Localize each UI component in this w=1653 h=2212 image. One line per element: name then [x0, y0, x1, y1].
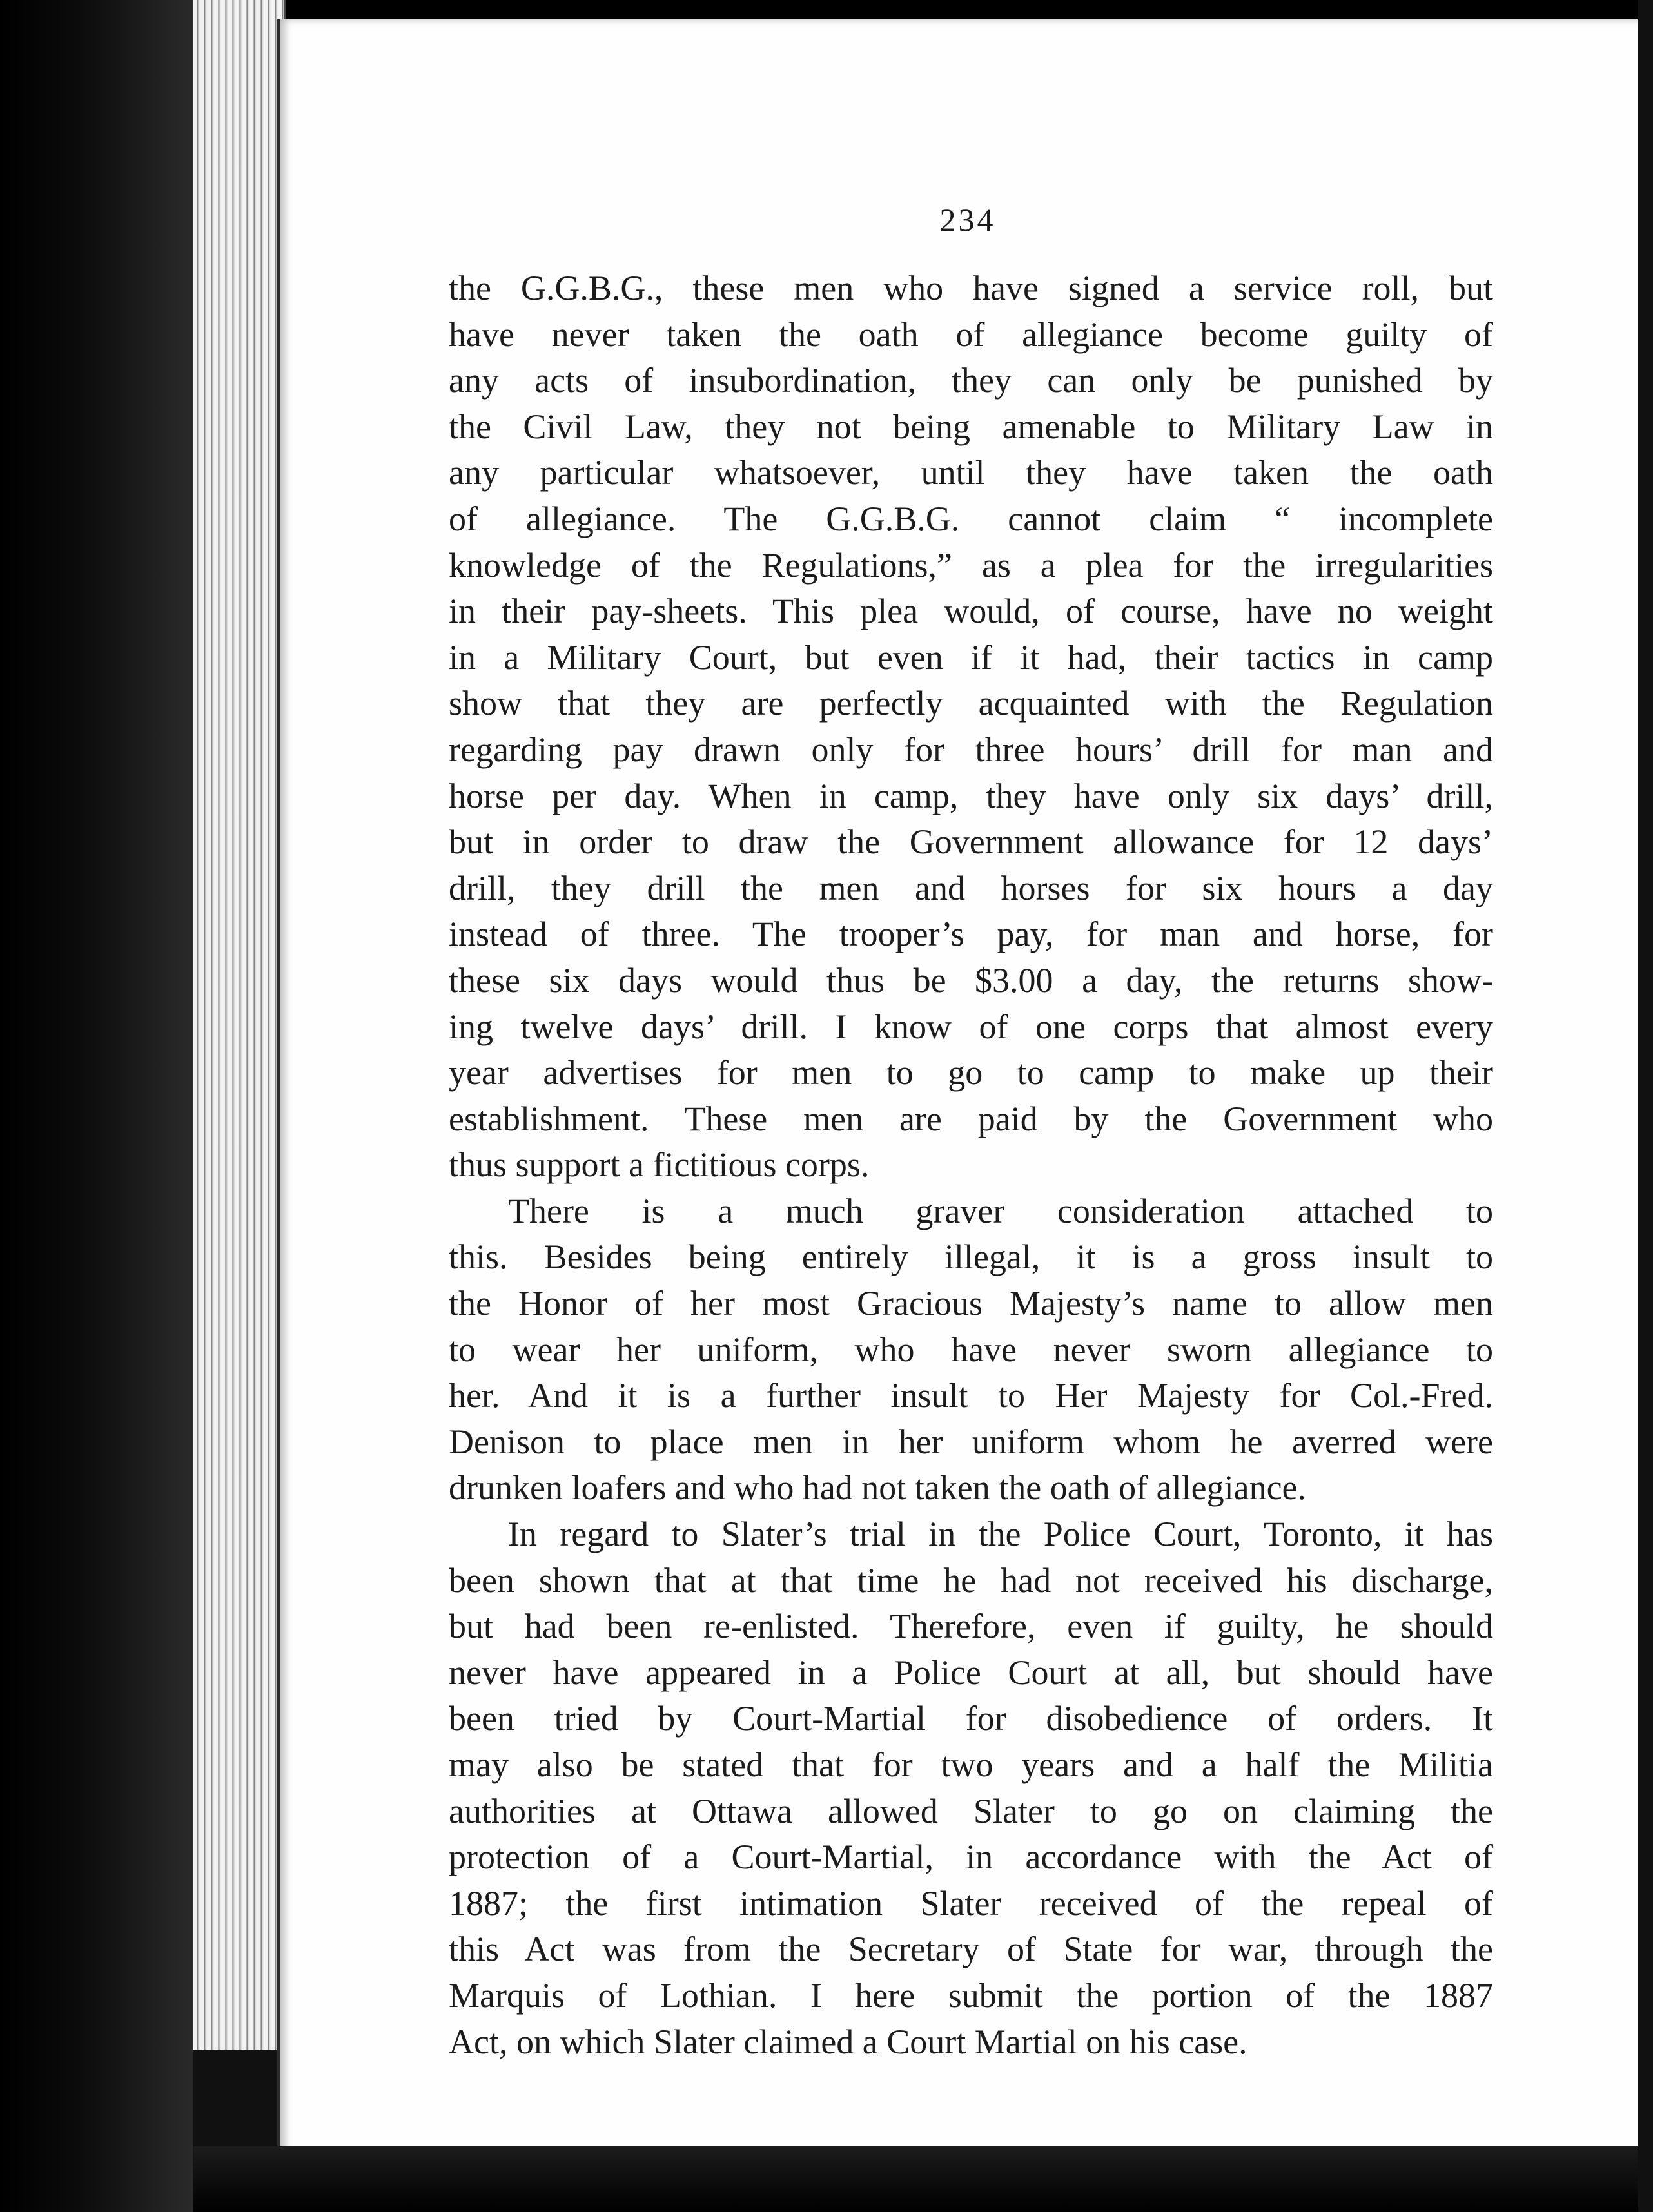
text-line: any acts of insubordination, they can only be punished by	[449, 361, 1493, 400]
paragraph	[449, 1188, 1493, 1511]
page-bottom-shadow	[193, 2146, 1653, 2212]
text-line: In regard to Slater’s trial in the Police Court, Toronto, it has	[508, 1515, 1493, 1554]
text-line: There is a much graver consideration attached to	[508, 1191, 1493, 1230]
text-line: the Honor of her most Gracious Majesty’s name to allow men	[449, 1284, 1493, 1323]
text-line: horse per day. When in camp, they have only six days’ drill,	[449, 776, 1493, 815]
text-line: Denison to place men in her uniform whom he averred were	[449, 1422, 1493, 1461]
text-line: protection of a Court-Martial, in accordance with the Act of	[449, 1838, 1493, 1877]
text-line: this. Besides being entirely illegal, it is a gross insult to	[449, 1237, 1493, 1277]
book-spine	[0, 0, 193, 2212]
text-line: the Civil Law, they not being amenable to Military Law in	[449, 407, 1493, 446]
text-line: any particular whatsoever, until they have taken the oath	[449, 453, 1493, 492]
body-text	[449, 266, 1493, 2065]
text-line: to wear her uniform, who have never sworn allegiance to	[449, 1330, 1493, 1369]
text-line: authorities at Ottawa allowed Slater to go on claiming the	[449, 1791, 1493, 1830]
text-line: 1887; the first intimation Slater received of the repeal of	[449, 1883, 1493, 1923]
text-line: ing twelve days’ drill. I know of one corps that almost every	[449, 1007, 1493, 1046]
text-line: have never taken the oath of allegiance become guilty of	[449, 315, 1493, 354]
paragraph	[449, 266, 1493, 1188]
text-line: of allegiance. The G.G.B.G. cannot claim “ incomplete	[449, 499, 1493, 538]
text-line: thus support a fictitious corps.	[449, 1145, 870, 1185]
text-line: never have appeared in a Police Court at all, but should have	[449, 1653, 1493, 1692]
text-line: show that they are perfectly acquainted with the Regulation	[449, 684, 1493, 723]
text-line: knowledge of the Regulations,” as a plea for the irregularities	[449, 545, 1493, 585]
text-line: regarding pay drawn only for three hours’ drill for man and	[449, 730, 1493, 769]
text-line: Marquis of Lothian. I here submit the portion of the 1887	[449, 1975, 1493, 2015]
text-line: drill, they drill the men and horses for six hours a day	[449, 868, 1493, 907]
page-number: 234	[939, 202, 996, 238]
paragraph	[449, 1511, 1493, 2065]
text-line: may also be stated that for two years and a half the Militia	[449, 1745, 1493, 1784]
text-line: drunken loafers and who had not taken the oath of allegiance.	[449, 1468, 1307, 1508]
text-line: these six days would thus be $3.00 a day, the returns show-	[449, 960, 1493, 1000]
text-line: establishment. These men are paid by the Government who	[449, 1099, 1493, 1138]
page-edges	[193, 0, 286, 2212]
text-line: year advertises for men to go to camp to make up their	[449, 1053, 1493, 1092]
text-line: but had been re-enlisted. Therefore, even if guilty, he should	[449, 1607, 1493, 1646]
text-line: the G.G.B.G., these men who have signed a service roll, but	[449, 269, 1493, 307]
text-line: instead of three. The trooper’s pay, for man and horse, for	[449, 915, 1493, 954]
text-line: been tried by Court-Martial for disobedience of orders. It	[449, 1699, 1493, 1738]
text-line: in a Military Court, but even if it had, their tactics in camp	[449, 637, 1493, 677]
right-edge	[1638, 0, 1653, 2212]
text-line: been shown that at that time he had not received his discharge,	[449, 1560, 1493, 1600]
text-line: this Act was from the Secretary of State for war, through the	[449, 1930, 1493, 1969]
book-page	[277, 19, 1653, 2166]
text-line: Act, on which Slater claimed a Court Martial on his case.	[449, 2022, 1247, 2061]
text-line: her. And it is a further insult to Her Majesty for Col.-Fred.	[449, 1376, 1493, 1415]
text-line: in their pay-sheets. This plea would, of course, have no weight	[449, 592, 1493, 631]
text-line: but in order to draw the Government allowance for 12 days’	[449, 822, 1493, 862]
